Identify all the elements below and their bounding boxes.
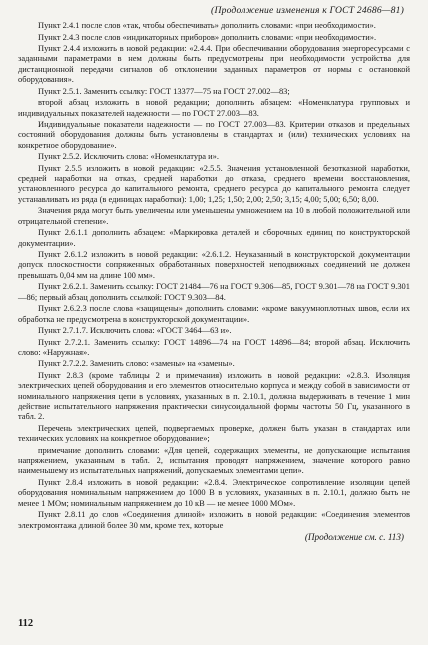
page-header: (Продолжение изменения к ГОСТ 24686—81) (211, 5, 404, 16)
paragraph: Пункт 2.7.2.1. Заменить ссылку: ГОСТ 14896—74 на ГОСТ 14896—84; второй абзац. Исключить слово: «Наружная». (18, 336, 410, 357)
paragraph: Пункт 2.6.1.2 изложить в новой редакции: «2.6.1.2. Неуказанный в конструкторской документации допуск плоскостности сопряженных обработанных поверхностей неподвижных соединений не должен превышать 0,04 мм на длине 100 мм». (18, 249, 410, 280)
document-body (18, 20, 410, 530)
paragraph: Пункт 2.8.3 (кроме таблицы 2 и примечания) изложить в новой редакции: «2.8.3. Изоляция электрических цепей оборудования и его элементов относительно корпуса и между собой в зависимости от номинального напряжения цепи в условиях, указанных в п. 2.10.1, должна выдерживать в течение 1 мин действие испытательного напряжения практически синусоидальной формы частоты 50 Гц, указанного в табл. 2. (18, 370, 410, 422)
paragraph: Пункт 2.6.2.1. Заменить ссылку: ГОСТ 21484—76 на ГОСТ 9.306—85, ГОСТ 9.301—78 на ГОСТ 9.301—86; первый абзац дополнить ссылкой: ГОСТ 9.303—84. (18, 281, 410, 302)
paragraph: примечание дополнить словами: «Для цепей, содержащих элементы, не допускающие испытания напряжением, указанным в табл. 2, испытания проводят напряжением, значение которого равно наименьшему из испытательных напряжений, допускаемых элементами цепи». (18, 444, 410, 476)
paragraph: Индивидуальные показатели надежности — по ГОСТ 27.003—83. Критерии отказов и предельных состояний оборудования должны быть установлены в стандартах и (или) технических условиях на конкретное оборудование». (18, 119, 410, 150)
paragraph: Пункт 2.4.3 после слов «индикаторных приборов» дополнить словами: «при необходимости». (38, 31, 377, 42)
paragraph: Пункт 2.5.2. Исключить слова: «Номенклатура и». (38, 151, 220, 162)
paragraph: Пункт 2.5.5 изложить в новой редакции: «2.5.5. Значения установленной безотказной наработки, средней наработки на отказ, средней наработки до отказа, среднего времени восстановления, установленного ресурса до капитального ремонта, среднего ресурса до капитального ремонта следует устанавливать из ряда (в единицах наработки): 1,00; 1,25; 1,50; 2,00; 2,50; 3,15; 4,00; 5,00; 6,50; 8,00. (18, 162, 410, 204)
page-number: 112 (18, 618, 34, 629)
paragraph: Пункт 2.6.1.1 дополнить абзацем: «Маркировка деталей и сборочных единиц по конструкторской документации». (18, 227, 410, 248)
paragraph: Пункт 2.8.4 изложить в новой редакции: «2.8.4. Электрическое сопротивление изоляции цепей оборудования номинальным напряжением до 1000 В в условиях, указанных в п. 2.10.1, должно быть не менее 1 МОм; номинальным напряжением до 10 кВ — не менее 1000 МОм». (18, 477, 410, 508)
paragraph: Пункт 2.8.11 до слов «Соединения длиной» изложить в новой редакции: «Соединения элементов электромонтажа длиной более 30 мм, кроме тех, которые (18, 509, 410, 530)
paragraph: Пункт 2.4.1 после слов «так, чтобы обеспечивать» дополнить словами: «при необходимости». (38, 20, 376, 30)
paragraph: Пункт 2.7.2.2. Заменить слово: «замены» на «замены». (38, 358, 235, 369)
paragraph: Пункт 2.7.1.7. Исключить слова: «ГОСТ 3464—63 и». (38, 325, 232, 336)
continuation-note: (Продолжение см. с. 113) (304, 531, 404, 542)
paragraph: Пункт 2.6.2.3 после слова «защищены» дополнить словами: «кроме вакуумноплотных швов, если их обработка не предусмотрена в конструкторской документации». (18, 303, 410, 324)
paragraph: Перечень электрических цепей, подвергаемых проверке, должен быть указан в стандартах или технических условиях на конкретное оборудование»; (18, 422, 410, 444)
paragraph: второй абзац изложить в новой редакции; дополнить абзацем: «Номенклатура групповых и индивидуальных показателей надежности — по ГОСТ 27.003—83. (18, 97, 410, 118)
paragraph: Пункт 2.4.4 изложить в новой редакции: «2.4.4. При обеспечивании оборудования энергоресурсами с заданными параметрами в нем должны быть предусмотрены при необходимости устройства для дистанционной передачи сигналов об отклонении заданных параметров от нормы с остановкой оборудования». (18, 43, 410, 85)
paragraph: Пункт 2.5.1. Заменить ссылку: ГОСТ 13377—75 на ГОСТ 27.002—83; (38, 85, 290, 96)
paragraph: Значения ряда могут быть увеличены или уменьшены умножением на 10 в любой положительной или отрицательной степени». (18, 205, 410, 226)
